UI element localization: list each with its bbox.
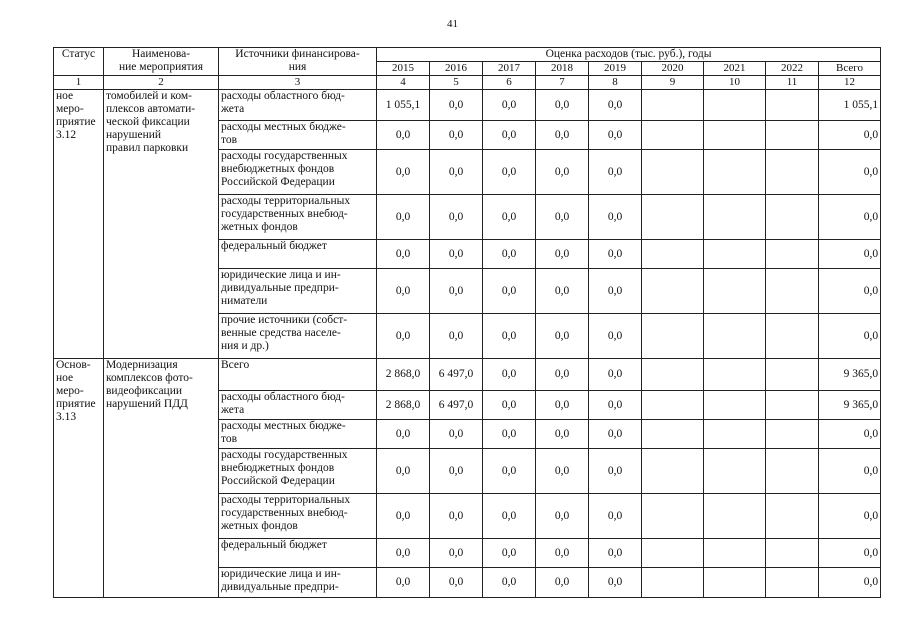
header-year-4: 2018 [536, 62, 589, 76]
value-cell [766, 359, 819, 391]
value-cell: 0,0 [589, 121, 642, 150]
value-cell: 0,0 [483, 150, 536, 195]
value-cell: 0,0 [483, 90, 536, 121]
value-cell [766, 391, 819, 420]
value-cell [704, 314, 766, 359]
value-cell: 0,0 [536, 449, 589, 494]
total-cell: 0,0 [819, 150, 881, 195]
value-cell: 0,0 [377, 494, 430, 539]
value-cell: 0,0 [430, 539, 483, 568]
value-cell [704, 539, 766, 568]
value-cell [766, 150, 819, 195]
value-cell: 0,0 [377, 269, 430, 314]
value-cell: 0,0 [536, 420, 589, 449]
value-cell: 0,0 [589, 420, 642, 449]
value-cell: 0,0 [430, 240, 483, 269]
value-cell: 0,0 [377, 240, 430, 269]
value-cell [704, 568, 766, 598]
value-cell: 0,0 [589, 449, 642, 494]
value-cell: 0,0 [536, 359, 589, 391]
header-year-1: 2015 [377, 62, 430, 76]
value-cell: 0,0 [536, 269, 589, 314]
measure-name-cell: Модернизация комплексов фото- видеофиксации нарушений ПДД [104, 359, 219, 598]
header-status: Статус [54, 48, 104, 76]
value-cell: 0,0 [430, 420, 483, 449]
funding-source-cell: расходы областного бюд- жета [219, 90, 377, 121]
value-cell: 0,0 [377, 539, 430, 568]
value-cell: 0,0 [536, 539, 589, 568]
total-cell: 0,0 [819, 420, 881, 449]
value-cell: 2 868,0 [377, 391, 430, 420]
header-year-9: Всего [819, 62, 881, 76]
header-year-8: 2022 [766, 62, 819, 76]
value-cell: 0,0 [589, 314, 642, 359]
value-cell [766, 240, 819, 269]
value-cell: 0,0 [483, 420, 536, 449]
value-cell: 0,0 [377, 420, 430, 449]
measure-name-cell: томобилей и ком- плексов автомати- ческой фиксации нарушений правил парковки [104, 90, 219, 359]
value-cell [642, 195, 704, 240]
total-cell: 0,0 [819, 568, 881, 598]
value-cell [704, 391, 766, 420]
value-cell [704, 420, 766, 449]
value-cell [704, 121, 766, 150]
value-cell: 0,0 [483, 240, 536, 269]
value-cell [704, 494, 766, 539]
status-cell: ное меро- приятие 3.12 [54, 90, 104, 359]
total-cell: 0,0 [819, 269, 881, 314]
value-cell: 0,0 [536, 150, 589, 195]
value-cell: 0,0 [536, 568, 589, 598]
page-number: 41 [447, 18, 458, 30]
expense-table [53, 47, 881, 598]
column-index: 1 [54, 76, 104, 90]
column-index: 7 [536, 76, 589, 90]
value-cell: 0,0 [430, 494, 483, 539]
header-year-6: 2020 [642, 62, 704, 76]
status-cell: Основ- ное меро- приятие 3.13 [54, 359, 104, 598]
value-cell: 0,0 [483, 539, 536, 568]
value-cell: 0,0 [589, 568, 642, 598]
value-cell [642, 121, 704, 150]
value-cell: 0,0 [483, 314, 536, 359]
value-cell: 0,0 [430, 121, 483, 150]
value-cell: 0,0 [377, 121, 430, 150]
value-cell: 1 055,1 [377, 90, 430, 121]
funding-source-cell: федеральный бюджет [219, 240, 377, 269]
value-cell: 0,0 [430, 90, 483, 121]
value-cell: 0,0 [536, 90, 589, 121]
value-cell [642, 449, 704, 494]
value-cell: 0,0 [536, 121, 589, 150]
value-cell: 0,0 [377, 314, 430, 359]
value-cell: 0,0 [483, 494, 536, 539]
table-row [54, 90, 881, 121]
total-cell: 0,0 [819, 195, 881, 240]
value-cell: 0,0 [589, 269, 642, 314]
value-cell: 6 497,0 [430, 391, 483, 420]
value-cell [766, 195, 819, 240]
value-cell: 0,0 [536, 494, 589, 539]
value-cell: 0,0 [589, 150, 642, 195]
total-cell: 0,0 [819, 121, 881, 150]
total-cell: 9 365,0 [819, 359, 881, 391]
value-cell [704, 150, 766, 195]
value-cell: 0,0 [589, 391, 642, 420]
funding-source-cell: расходы местных бюдже- тов [219, 121, 377, 150]
funding-source-cell: расходы государственных внебюджетных фондов Российской Федерации [219, 449, 377, 494]
value-cell: 0,0 [430, 314, 483, 359]
value-cell: 0,0 [483, 195, 536, 240]
value-cell: 0,0 [483, 359, 536, 391]
column-index: 8 [589, 76, 642, 90]
column-index: 6 [483, 76, 536, 90]
value-cell: 0,0 [589, 240, 642, 269]
value-cell: 0,0 [430, 150, 483, 195]
header-year-7: 2021 [704, 62, 766, 76]
value-cell: 0,0 [377, 449, 430, 494]
value-cell [766, 269, 819, 314]
value-cell [642, 269, 704, 314]
funding-source-cell: юридические лица и ин- дивидуальные предпри- ниматели [219, 269, 377, 314]
value-cell [704, 359, 766, 391]
value-cell: 0,0 [589, 90, 642, 121]
total-cell: 0,0 [819, 539, 881, 568]
header-estimate: Оценка расходов (тыс. руб.), годы [377, 48, 881, 62]
total-cell: 0,0 [819, 494, 881, 539]
value-cell [766, 314, 819, 359]
value-cell [642, 568, 704, 598]
value-cell: 0,0 [536, 240, 589, 269]
header-year-2: 2016 [430, 62, 483, 76]
column-index: 12 [819, 76, 881, 90]
funding-source-cell: расходы территориальных государственных внебюд- жетных фондов [219, 494, 377, 539]
value-cell: 0,0 [483, 568, 536, 598]
value-cell [704, 240, 766, 269]
funding-source-cell: юридические лица и ин- дивидуальные предпри- [219, 568, 377, 598]
value-cell: 0,0 [589, 494, 642, 539]
funding-source-cell: прочие источники (собст- венные средства населе- ния и др.) [219, 314, 377, 359]
funding-source-cell: федеральный бюджет [219, 539, 377, 568]
value-cell [642, 150, 704, 195]
value-cell: 0,0 [430, 449, 483, 494]
value-cell: 0,0 [377, 568, 430, 598]
value-cell: 0,0 [430, 568, 483, 598]
column-index: 11 [766, 76, 819, 90]
value-cell: 0,0 [430, 269, 483, 314]
value-cell: 0,0 [483, 121, 536, 150]
header-year-5: 2019 [589, 62, 642, 76]
value-cell: 0,0 [430, 195, 483, 240]
value-cell [766, 494, 819, 539]
value-cell: 0,0 [589, 195, 642, 240]
funding-source-cell: Всего [219, 359, 377, 391]
value-cell: 0,0 [483, 449, 536, 494]
value-cell [642, 494, 704, 539]
value-cell [766, 539, 819, 568]
value-cell: 0,0 [377, 195, 430, 240]
value-cell: 6 497,0 [430, 359, 483, 391]
value-cell: 0,0 [536, 391, 589, 420]
value-cell: 0,0 [483, 269, 536, 314]
value-cell [642, 420, 704, 449]
value-cell [642, 391, 704, 420]
value-cell [642, 539, 704, 568]
value-cell [766, 568, 819, 598]
column-index: 4 [377, 76, 430, 90]
value-cell [766, 121, 819, 150]
total-cell: 0,0 [819, 240, 881, 269]
funding-source-cell: расходы государственных внебюджетных фондов Российской Федерации [219, 150, 377, 195]
column-index: 9 [642, 76, 704, 90]
value-cell: 0,0 [589, 359, 642, 391]
value-cell: 0,0 [483, 391, 536, 420]
header-sources: Источники финансирова- ния [219, 48, 377, 76]
column-index: 10 [704, 76, 766, 90]
funding-source-cell: расходы местных бюдже- тов [219, 420, 377, 449]
value-cell [642, 359, 704, 391]
table-row [54, 359, 881, 391]
value-cell [642, 90, 704, 121]
value-cell [642, 240, 704, 269]
value-cell [704, 195, 766, 240]
header-year-3: 2017 [483, 62, 536, 76]
value-cell: 0,0 [589, 539, 642, 568]
value-cell [766, 420, 819, 449]
value-cell: 0,0 [377, 150, 430, 195]
total-cell: 1 055,1 [819, 90, 881, 121]
funding-source-cell: расходы областного бюд- жета [219, 391, 377, 420]
value-cell [704, 269, 766, 314]
column-index: 5 [430, 76, 483, 90]
column-index: 2 [104, 76, 219, 90]
value-cell [766, 90, 819, 121]
value-cell: 0,0 [536, 195, 589, 240]
total-cell: 0,0 [819, 449, 881, 494]
column-index: 3 [219, 76, 377, 90]
value-cell: 2 868,0 [377, 359, 430, 391]
total-cell: 0,0 [819, 314, 881, 359]
funding-source-cell: расходы территориальных государственных внебюд- жетных фондов [219, 195, 377, 240]
value-cell [704, 449, 766, 494]
value-cell [766, 449, 819, 494]
value-cell [704, 90, 766, 121]
value-cell: 0,0 [536, 314, 589, 359]
total-cell: 9 365,0 [819, 391, 881, 420]
header-name: Наименова- ние мероприятия [104, 48, 219, 76]
value-cell [642, 314, 704, 359]
